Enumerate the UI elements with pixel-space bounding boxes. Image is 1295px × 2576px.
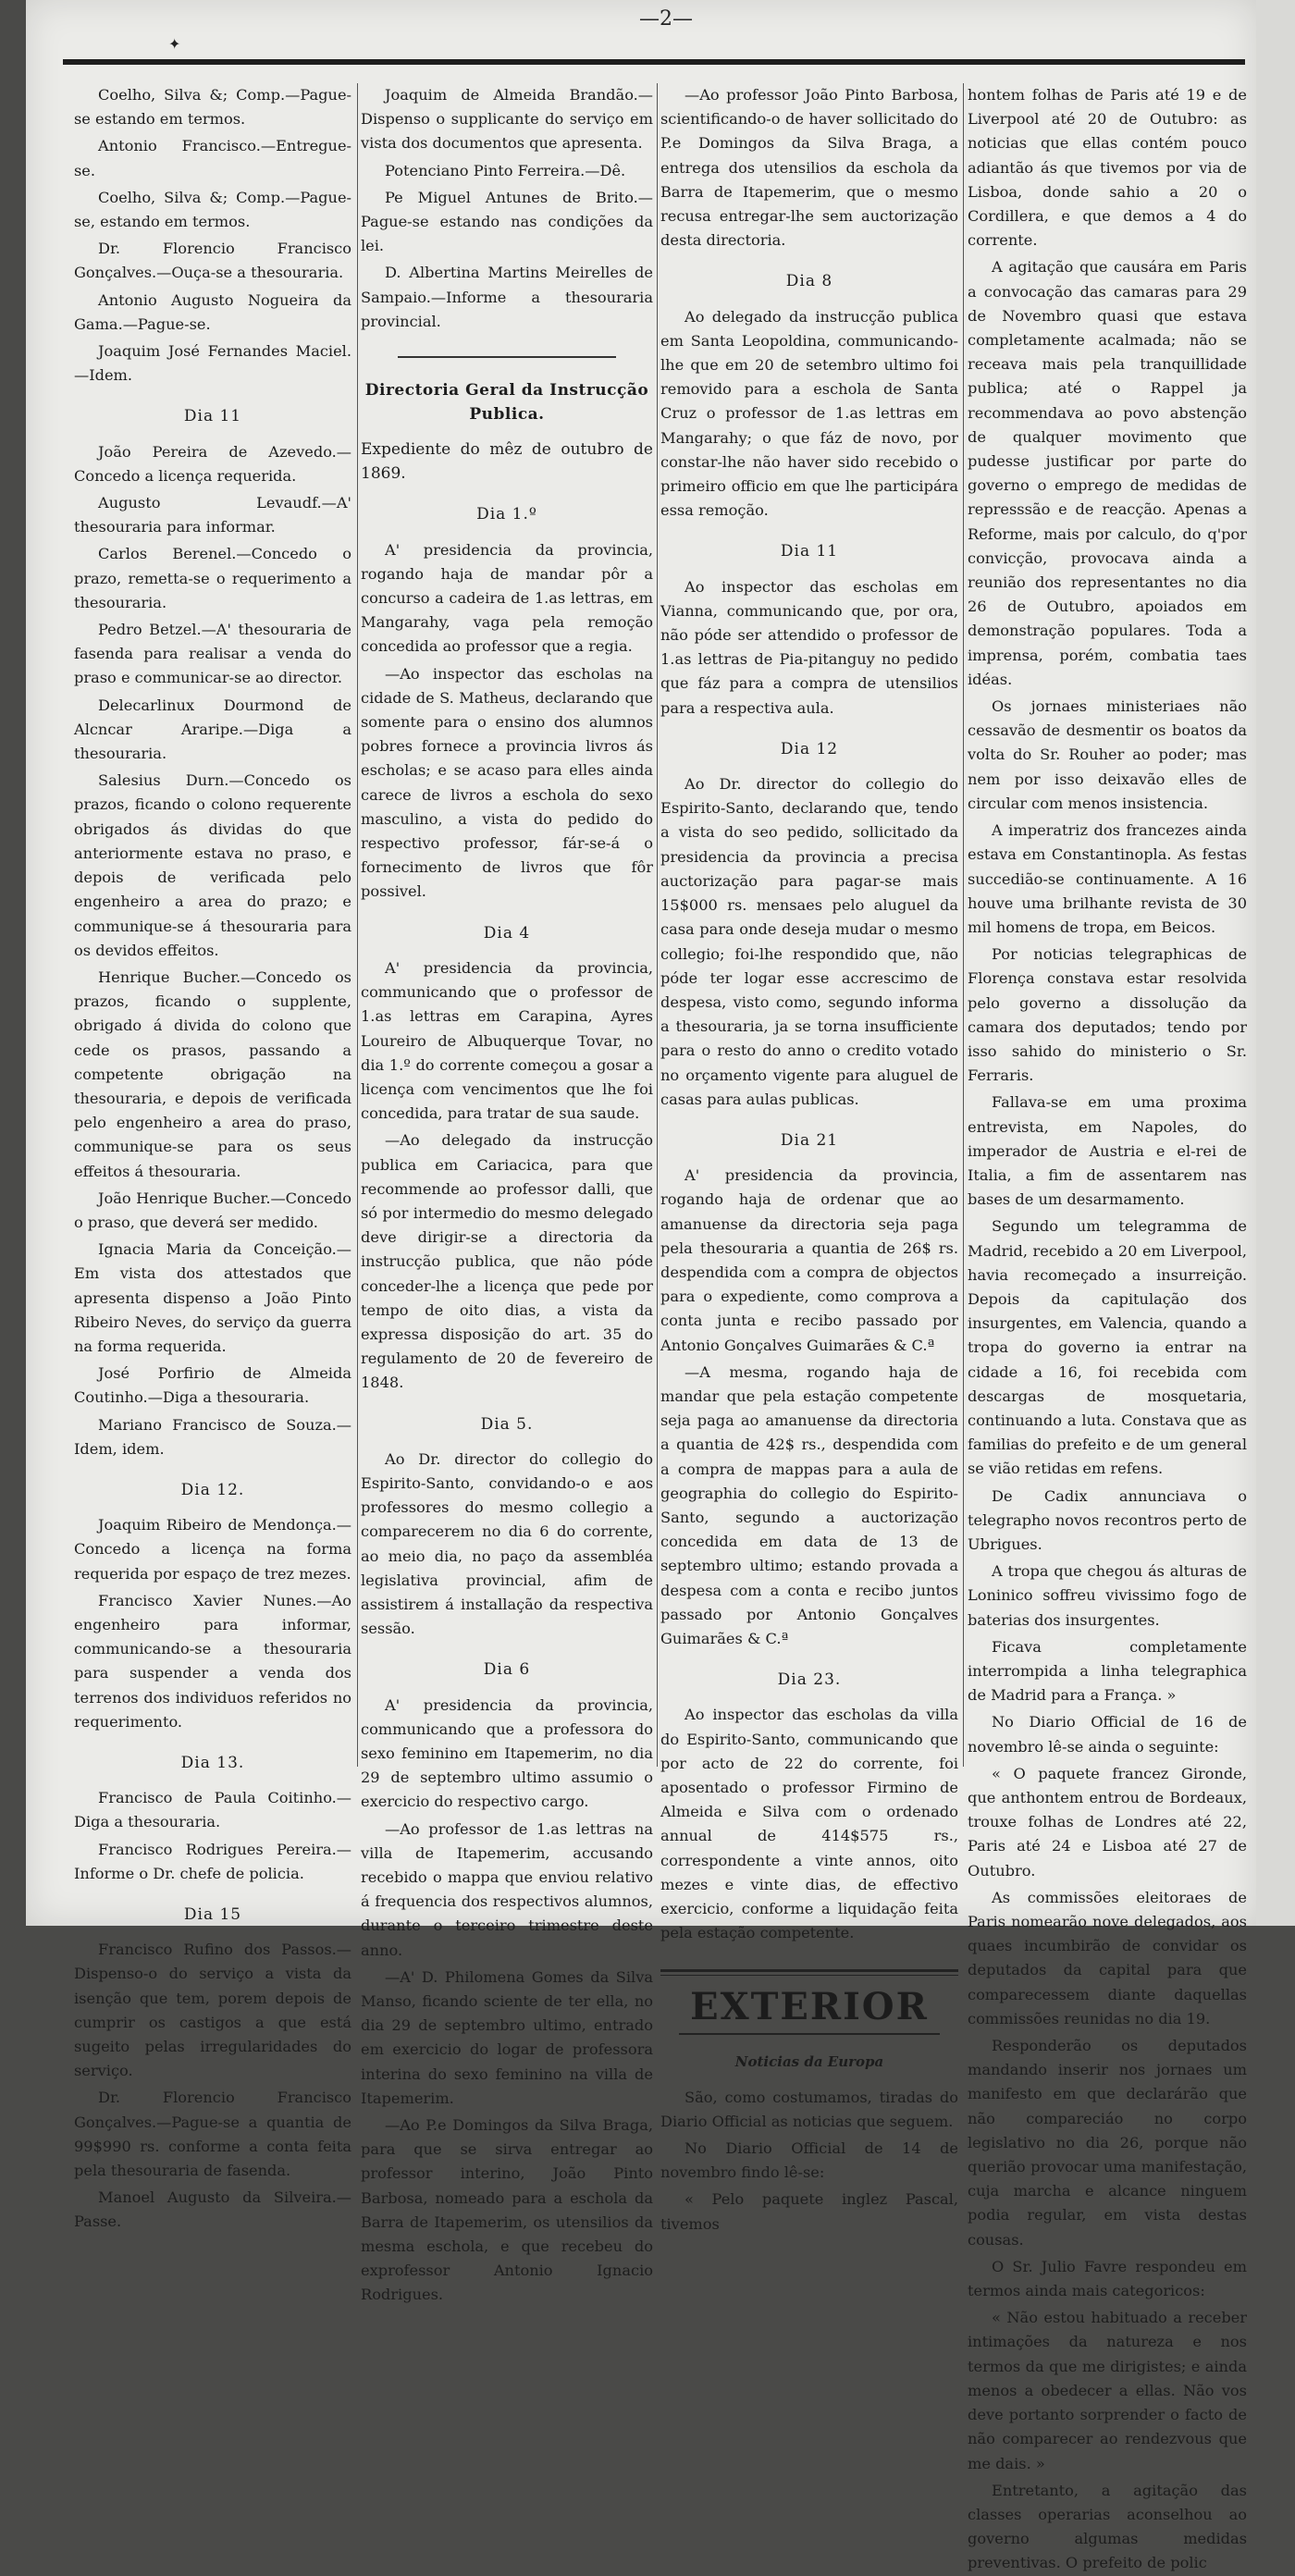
dispatch-entry: Henrique Bucher.—Concedo os prazos, ficando o supplente, obrigado á divida do colono que cede os prasos, passando a competente obrigação na thesouraria, e depois de verificada pelo engenheiro a area do praso, communique-se para os seus effeitos á thesouraria. [74,968,352,1180]
dispatch-entry: Francisco Rufino dos Passos.—Dispenso-o do serviço a vista da isenção que tem, porem depois de cumprir os castigos a que está sugeito pelas irregularidades do serviço. [74,1941,352,2080]
day-heading: Dia 15 [183,1905,242,1925]
news-paragraph: São, como costumamos, tiradas do Diario Official as noticias que seguem. [660,2088,958,2130]
section-rule [660,1969,958,1976]
page-edge [1256,0,1295,1926]
dispatch-entry: Ao inspector das escholas em Vianna, communicando que, por ora, não póde ser attendido o professor de 1.as lettras de Pia-pitanguy no pedido que fáz para a compra de utensilios para a respectiva aula. [660,577,958,717]
news-paragraph: Entretanto, a agitação das classes operarias aconselhou ao governo algumas medidas preventivas. O prefeito de polic [968,2481,1247,2572]
dispatch-entry: A' presidencia da provincia, communicando que a professora do sexo feminino em Itapemerim, no dia 29 de septembro ultimo assumio o exercicio do respectivo cargo. [361,1695,653,1811]
dispatch-entry: —Ao professor João Pinto Barbosa, scientificando-o de haver sollicitado do P.e Domingos da Silva Braga, a entrega dos utensilios da eschola da Barra de Itapemerim, que o mesmo recusa entregar-lhe sem auctorização desta directoria. [660,86,958,250]
news-paragraph: A tropa que chegou ás alturas de Loninico soffreu vivissimo fogo de baterias dos insurgentes. [968,1562,1247,1629]
day-heading: Dia 13. [180,1754,245,1772]
dispatch-entry: Pedro Betzel.—A' thesouraria de fasenda para realisar a venda do praso e communicar-se ao director. [74,621,352,687]
dispatch-entry: Joaquim de Almeida Brandão.—Dispenso o supplicante do serviço em vista dos documentos que apresenta. [361,86,653,153]
dispatch-entry: Ao inspector das escholas da villa do Espirito-Santo, communicando que por acto de 22 do corrente, foi aposentado o professor Firmino de Almeida e Silva com o ordenado annual de 414$575 rs., correspondente a vinte annos, oito mezes e vinte dias, de effectivo exercicio, conforme a liquidação feita pela estação competente. [660,1706,958,1942]
dispatch-entry: Ao Dr. director do collegio do Espirito-Santo, declarando que, tendo a vista do seo pedido, sollicitado da presidencia da provincia a precisa auctorização para pagar-se mais 15$000 rs. mensaes pelo aluguel da casa para onde deseja mudar o mesmo collegio; foi-lhe respondido que, não póde ter logar esse accrescimo de despesa, visto como, segundo informa a thesouraria, ja se torna insufficiente para o resto do anno o credito votado no orçamento vigente para aluguel de casas para aulas publicas. [660,775,958,1108]
news-paragraph: Segundo um telegramma de Madrid, recebido a 20 em Liverpool, havia recomeçado a insurreição. Depois da capitulação dos insurgentes, em Valencia, quando a tropa do governo ia entrar na cidade a 16, foi recebida com descargas de mosquetaria, continuando a luta. Constava que as familias do prefeito e de um general se vião retidas em refens. [968,1217,1247,1478]
exterior-title: EXTERIOR [690,1985,929,2029]
news-paragraph: As commissões eleitoraes de Paris nomearão nove delegados, aos quaes incumbirão de convidar os deputados da capital para que comparecessem diante daquellas commissões reunidas no dia 19. [968,1888,1247,2028]
dispatch-entry: Antonio Augusto Nogueira da Gama.—Pague-se. [74,290,352,333]
news-paragraph: Responderão os deputados mandando inserir nos jornaes um manifesto em que declarárão que não compareciáo no corpo legislativo no dia 26, porque não querião provocar uma manifestação, cuja marcha e alcance ninguem podia regular, em vista destas cousas. [968,2037,1247,2249]
news-paragraph: Os jornaes ministeriaes não cessavão de desmentir os boatos da volta do Sr. Rouher ao poder; mas nem por isso deixavão elles de circular com menos insistencia. [968,697,1247,812]
dispatch-entry: Francisco Xavier Nunes.—Ao engenheiro para informar, communicando-se a thesouraria para suspender a venda dos terrenos dos individuos referidos no requerimento. [74,1591,352,1731]
dispatch-entry: Dr. Florencio Francisco Gonçalves.—Pague-se a quantia de 99$990 rs. conforme a conta feita pela thesouraria de fasenda. [74,2089,352,2180]
news-paragraph: A agitação que causára em Paris a convocação das camaras para 29 de Novembro quasi que estava completamente acalmada; não se receava mais pela tranquillidade publica; até o Rappel ja recommendava ao povo abstenção de qualquer movimento que pudesse justificar por parte do governo o emprego de medidas de represssão e de reacção. Apenas a Reforme, mais por calculo, do q'por convicção, provocava ainda a reunião dos representantes no dia 26 de Outubro, apoiados em demonstração populares. Toda a imprensa, porém, combatia taes idéas. [968,258,1247,688]
dispatch-entry: Ao delegado da instrucção publica em Santa Leopoldina, communicando-lhe que em 20 de setembro ultimo foi removido para a eschola de Santa Cruz o professor de 1.as lettras em Mangarahy; o que fáz de novo, por constar-lhe não haver sido recebido o primeiro officio em que lhe participára essa remoção. [660,307,958,520]
news-paragraph: A imperatriz dos francezes ainda estava em Constantinopla. As festas succedião-se continuamente. A 16 houve uma brilhante revista de 30 mil homens de tropa, em Beicos. [968,821,1247,936]
dispatch-entry: —A mesma, rogando haja de mandar que pela estação competente seja paga ao amanuense da directoria a quantia de 42$ rs., despendida com a compra de mappas para a aula de geographia do collegio do Espirito-Santo, segundo a auctorização concedida em data de 13 de septembro ultimo; estando provada a despesa com a conta e recibo juntos passado por Antonio Gonçalves Guimarães & C.ª [660,1362,958,1647]
dispatch-entry: —Ao delegado da instrucção publica em Cariacica, para que recommende ao professor dalli, que só por intermedio do mesmo delegado deve dirigir-se a directoria da instrucção publica, que não póde conceder-lhe a licença que pede por tempo de oito dias, a vista da expressa disposição do art. 35 do regulamento de 20 de fevereiro de 1848. [361,1131,653,1392]
day-heading: Dia 4 [483,923,531,943]
dispatch-entry: Coelho, Silva &; Comp.—Pague-se estando em termos. [74,86,352,129]
day-heading: Dia 1.º [476,505,537,524]
news-paragraph: « Não estou habituado a receber intimações da natureza e nos termos da que me dirigistes; e ainda menos a obedecer a ellas. Não vos deve portanto sorprender o facto de não comparecer ao rendezvous que me dais. » [968,2309,1247,2472]
star-mark: ✦ [168,35,181,53]
dispatch-entry: João Henrique Bucher.—Concedo o praso, que deverá ser medido. [74,1189,352,1231]
dispatch-entry: Pe Miguel Antunes de Brito.—Pague-se estando nas condições da lei. [361,188,653,255]
day-heading: Dia 12 [780,739,839,758]
dispatch-entry: Manoel Augusto da Silveira.—Passe. [74,2188,352,2231]
news-paragraph: Por noticias telegraphicas de Florença constava estar resolvida pelo governo a dissolução da camara dos deputados; tendo por isso sahido do ministerio o Sr. Ferraris. [968,945,1247,1085]
dispatch-entry: D. Albertina Martins Meirelles de Sampaio.—Informe a thesouraria provincial. [361,264,653,330]
dispatch-entry: A' presidencia da provincia, rogando haja de ordenar que ao amanuense da directoria seja paga pela thesouraria a quantia de 26$ rs. despendida com a compra de objectos para o expediente, como comprova a conta junta e recibo passado por Antonio Gonçalves Guimarães & C.ª [660,1166,958,1354]
news-paragraph: hontem folhas de Paris até 19 e de Liverpool até 20 de Outubro: as noticias que ellas contém pouco adiantão ás que tivemos por via de Lisboa, donde sahio a 20 o Cordillera, e que demos a 4 do corrente. [968,86,1247,250]
expediente-heading: Expediente do mêz de outubro de 1869. [361,440,653,484]
dispatch-entry: Potenciano Pinto Ferreira.—Dê. [385,161,626,179]
day-heading: Dia 5. [480,1414,534,1434]
day-heading: Dia 6 [483,1660,531,1680]
title-underline [679,2033,940,2035]
column-2 [361,83,653,2304]
day-heading: Dia 12. [180,1480,245,1499]
dispatch-entry: Antonio Francisco.—Entregue-se. [74,137,352,179]
dispatch-entry: —Ao P.e Domingos da Silva Braga, para que se sirva entregar ao professor interino, João Pinto Barbosa, nomeado para a eschola da Barra de Itapemerim, os utensilios da mesma eschola, e que recebeu do exprofessor Antonio Ignacio Rodrigues. [361,2116,653,2304]
day-heading: Dia 11 [780,542,839,561]
news-paragraph: De Cadix annunciava o telegrapho novos recontros perto de Ubrigues. [968,1486,1247,1553]
dispatch-entry: Coelho, Silva &; Comp.—Pague-se, estando em termos. [74,188,352,231]
dispatch-entry: Joaquim Ribeiro de Mendonça.—Concedo a licença na forma requerida por espaço de trez mezes. [74,1516,352,1583]
news-paragraph: No Diario Official de 14 de novembro findo lê-se: [660,2139,958,2182]
day-heading: Dia 23. [777,1670,842,1690]
column-divider [963,83,964,1767]
dispatch-entry: Francisco de Paula Coitinho.—Diga a thesouraria. [74,1789,352,1831]
page-number: —2— [639,7,693,31]
dispatch-entry: Joaquim José Fernandes Maciel.—Idem. [74,342,352,385]
dispatch-entry: Carlos Berenel.—Concedo o prazo, remetta-se o requerimento a thesouraria. [74,545,352,611]
dispatch-entry: —A' D. Philomena Gomes da Silva Manso, ficando sciente de ter ella, no dia 29 de septembro ultimo, entrado em exercicio do logar de professora interina do sexo feminino na villa de Itapemerim. [361,1967,653,2107]
dispatch-entry: A' presidencia da provincia, rogando haja de mandar pôr a concurso a cadeira de 1.as lettras, em Mangarahy, vaga pela remoção concedida ao professor que a regia. [361,540,653,656]
column-3 [660,83,958,2233]
news-paragraph: O Sr. Julio Favre respondeu em termos ainda mais categoricos: [968,2257,1247,2300]
news-paragraph: Ficava completamente interrompida a linha telegraphica de Madrid para a França. » [968,1637,1247,1705]
dispatch-entry: José Porfirio de Almeida Coutinho.—Diga a thesouraria. [74,1364,352,1407]
dispatch-entry: Salesius Durn.—Concedo os prazos, ficando o colono requerente obrigados ás dividas do que anteriormente estava no praso, e depois de verificada pelo engenheiro a area do prazo; e communique-se á thesouraria para os devidos effeitos. [74,771,352,959]
section-title: Directoria Geral da Instrucção Publica. [364,381,649,425]
exterior-subtitle: Noticias da Europa [734,2053,884,2071]
column-1 [74,83,352,2231]
dispatch-entry: A' presidencia da provincia, communicando que o professor de 1.as lettras em Carapina, Ayres Loureiro de Albuquerque Tovar, no dia 1.º do corrente começou a gosar a licença com vencimentos que lhe foi concedida, para tratar de sua saude. [361,958,653,1123]
news-paragraph: « Pelo paquete inglez Pascal, tivemos [660,2190,958,2233]
dispatch-entry: João Pereira de Azevedo.—Concedo a licença requerida. [74,442,352,485]
day-heading: Dia 8 [785,272,833,291]
column-divider [657,83,658,1767]
dispatch-entry: Dr. Florencio Francisco Gonçalves.—Ouça-se a thesouraria. [74,240,352,282]
dispatch-entry: Ao Dr. director do collegio do Espirito-Santo, convidando-o e aos professores do mesmo collegio a comparecerem no dia 6 do corrente, ao meio dia, no paço da assembléa legislativa provincial, afim de assistirem á installação da respectiva sessão. [361,1449,653,1638]
news-paragraph: No Diario Official de 16 de novembro lê-se ainda o seguinte: [968,1713,1247,1756]
column-4 [968,83,1247,2572]
column-divider [357,83,358,1767]
dispatch-entry: —Ao professor de 1.as lettras na villa de Itapemerim, accusando recebido o mappa que enviou relativo á frequencia dos respectivos alumnos, durante o terceiro trimestre deste anno. [361,1819,653,1959]
dispatch-entry: Ignacia Maria da Conceição.—Em vista dos attestados que apresenta dispenso a João Pinto Ribeiro Neves, do serviço da guerra na forma requerida. [74,1240,352,1355]
dispatch-entry: Augusto Levaudf.—A' thesouraria para informar. [74,494,352,536]
header-rule [63,59,1245,65]
news-paragraph: « O paquete francez Gironde, que anthontem entrou de Bordeaux, trouxe folhas de Londres até 22, Paris até 24 e Lisboa até 27 de Outubro. [968,1764,1247,1880]
dispatch-entry: —Ao inspector das escholas na cidade de S. Matheus, declarando que somente para o ensino dos alumnos pobres fornece a provincia livros ás escholas; e se acaso para elles ainda carece de livros a eschola do sexo masculino, a vista do pedido do respectivo professor, fár-se-á o fornecimento de livros que fôr possivel. [361,664,653,901]
dispatch-entry: Delecarlinux Dourmond de Alcncar Araripe.—Diga a thesouraria. [74,696,352,763]
day-heading: Dia 11 [183,407,242,426]
section-separator [398,356,616,358]
dispatch-entry: Francisco Rodrigues Pereira.—Informe o Dr. chefe de policia. [74,1840,352,1882]
news-paragraph: Fallava-se em uma proxima entrevista, em Napoles, do imperador de Austria e el-rei de Italia, a fim de assentarem nas bases de um desarmamento. [968,1093,1247,1209]
dispatch-entry: Mariano Francisco de Souza.—Idem, idem. [74,1415,352,1458]
day-heading: Dia 21 [780,1130,839,1150]
